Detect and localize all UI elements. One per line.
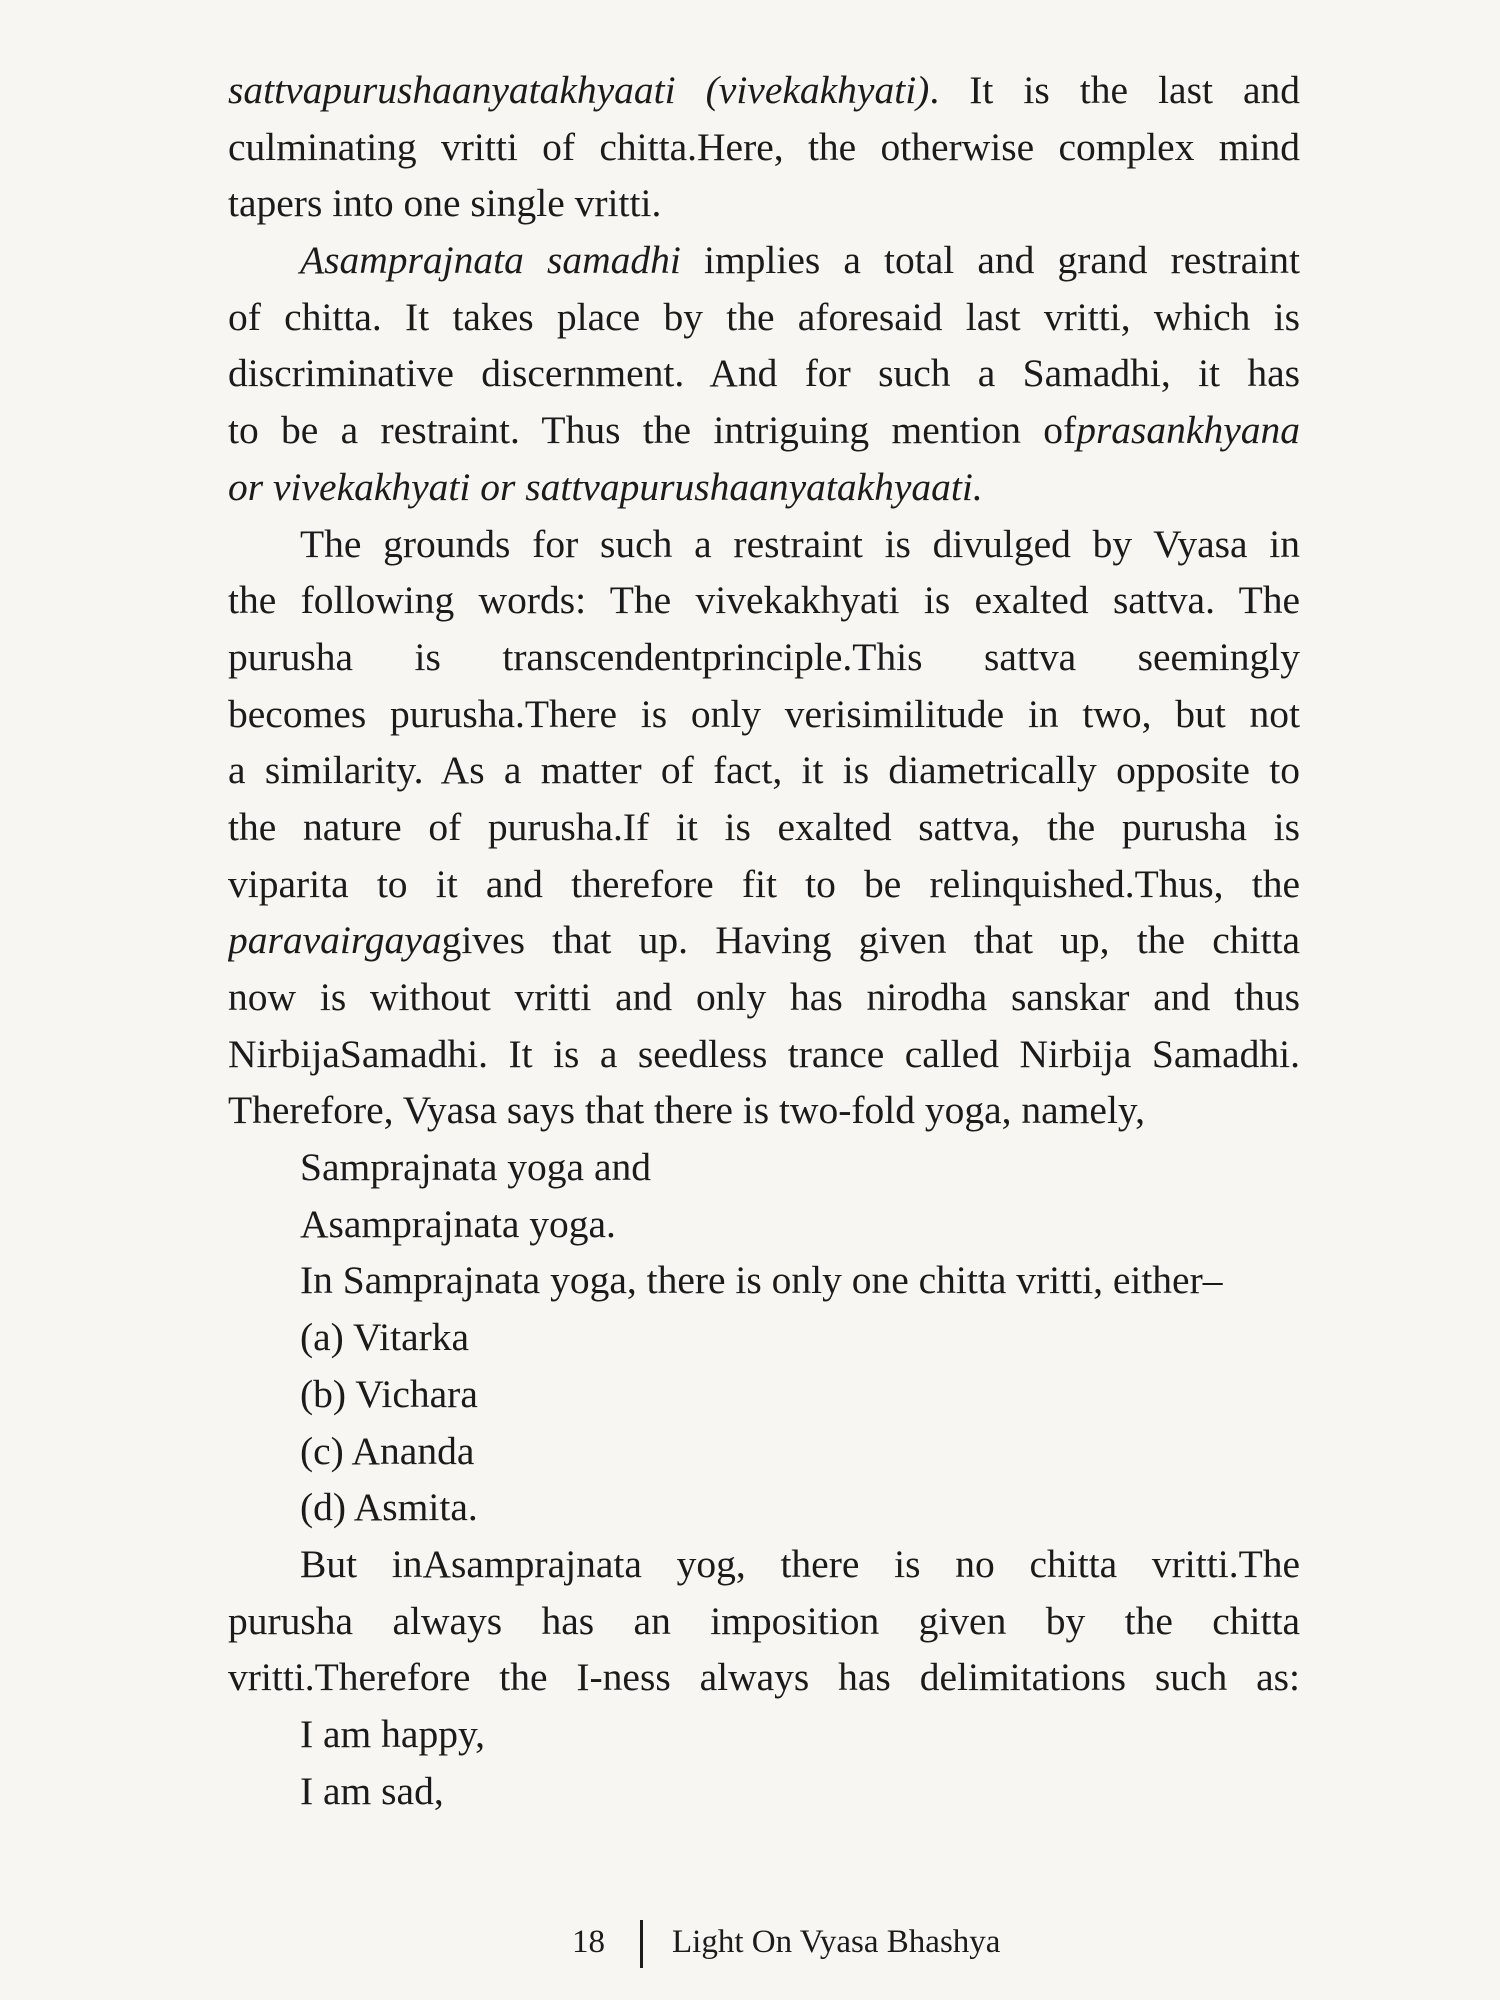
text-line: The grounds for such a restraint is divulged by Vyasa in [300, 521, 1300, 566]
italic-term: paravairgaya [228, 918, 442, 963]
text-line: a similarity. As a matter of fact, it is diametrically opposite to [228, 748, 1300, 793]
italic-term: sattvapurushaanyatakhyaati (vivekakhyati) [228, 68, 930, 112]
text-line [228, 459, 1300, 516]
text-line: culminating vritti of chitta.Here, the otherwise complex mind [228, 124, 1300, 169]
list-item: (c) Ananda [300, 1428, 475, 1473]
footer-divider [640, 1920, 643, 1968]
text-line: of chitta. It takes place by the aforesaid last vritti, which is [228, 294, 1300, 339]
text-line: But inAsamprajnata yog, there is no chitta vritti.The [300, 1541, 1300, 1586]
text-line: Asamprajnata yoga. [300, 1201, 616, 1246]
text-line [228, 402, 1300, 459]
text-line: tapers into one single vritti. [228, 181, 662, 226]
text-line [228, 912, 1300, 969]
list-item: (a) Vitarka [300, 1315, 470, 1360]
running-title: Light On Vyasa Bhashya [672, 1924, 1001, 1960]
text-line: purusha always has an imposition given by the chitta [228, 1598, 1300, 1643]
text-line: vritti.Therefore the I-ness always has delimitations such as: [228, 1655, 1300, 1700]
text-line [228, 62, 1300, 119]
list-item: (b) Vichara [300, 1371, 478, 1416]
text-line: I am happy, [300, 1711, 486, 1756]
italic-term: or vivekakhyati or sattvapurushaanyatakhyaati. [228, 464, 983, 509]
text-line [228, 232, 1300, 289]
text-run: to be a restraint. Thus the intriguing mention of [228, 408, 1077, 453]
text-line: becomes purusha.There is only verisimilitude in two, but not [228, 691, 1300, 736]
text-line: Therefore, Vyasa says that there is two-fold yoga, namely, [228, 1088, 1145, 1133]
text-line: Samprajnata yoga and [300, 1145, 651, 1190]
text-run: . It is the last and [929, 68, 1300, 112]
text-run: implies a total and grand restraint [680, 238, 1300, 283]
text-line: viparita to it and therefore fit to be relinquished.Thus, the [228, 861, 1300, 906]
text-run: gives that up. Having given that up, the chitta [441, 918, 1300, 963]
text-line: now is without vritti and only has nirodha sanskar and thus [228, 975, 1300, 1019]
italic-term: prasankhyana [1076, 408, 1300, 453]
list-item: (d) Asmita. [300, 1485, 478, 1530]
italic-term: Asamprajnata samadhi [300, 238, 681, 283]
text-line: the following words: The vivekakhyati is exalted sattva. The [228, 578, 1300, 623]
text-line: I am sad, [300, 1768, 444, 1813]
page-number: 18 [572, 1924, 605, 1960]
text-line: purusha is transcendentprinciple.This sattva seemingly [228, 634, 1300, 679]
text-line: discriminative discernment. And for such a Samadhi, it has [228, 351, 1300, 396]
text-line: the nature of purusha.If it is exalted sattva, the purusha is [228, 804, 1300, 849]
body-text [228, 62, 1300, 1819]
text-line: In Samprajnata yoga, there is only one chitta vritti, either– [300, 1258, 1223, 1303]
text-line: NirbijaSamadhi. It is a seedless trance called Nirbija Samadhi. [228, 1031, 1300, 1076]
